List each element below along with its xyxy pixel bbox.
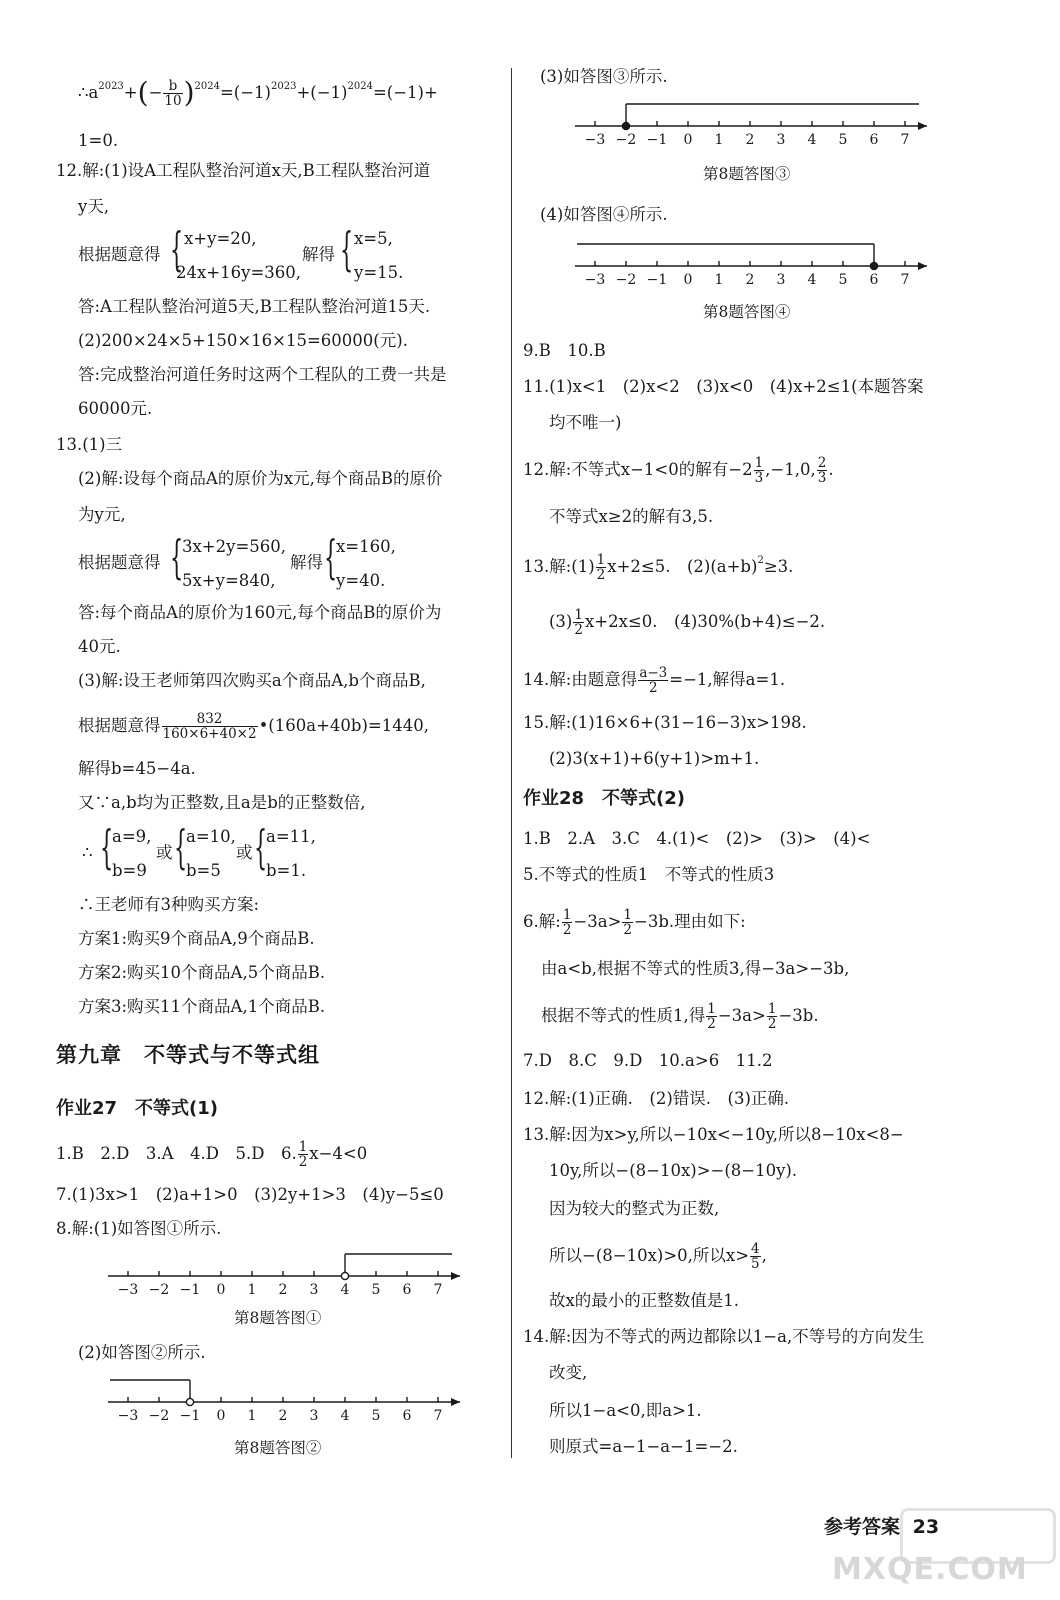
h28-line-14b: 改变, <box>549 1363 588 1382</box>
tick-label: −3 <box>117 1408 139 1424</box>
axis-arrow <box>918 122 927 130</box>
watermark-text: MXQE.COM <box>832 1552 1028 1587</box>
tick-label: −3 <box>584 272 606 288</box>
column-divider <box>511 68 512 1458</box>
q13-part3-c: 又∵a,b均为正整数,且a是b的正整数倍, <box>78 793 366 812</box>
q13-or2: 或 <box>236 843 253 862</box>
q13-sol-brace: { <box>324 530 338 584</box>
q13-case2-b: b=5 <box>186 861 221 880</box>
axis-arrow <box>451 1272 460 1280</box>
tick-label: 6 <box>402 1282 412 1298</box>
q13-case1-b: b=9 <box>112 861 147 880</box>
tick-label: 0 <box>683 272 693 288</box>
q13-part3-eq: 根据题意得 $\frac{832}{160\times 6+40\times 2}$ •(160a+40b)=1440, <box>78 711 429 742</box>
q12-answer: 答:A工程队整治河道5天,B工程队整治河道15天. <box>78 297 431 316</box>
h28-line-13d: 所以−(8−10x)>0,所以x> $\frac{4}{5}$ , <box>549 1241 767 1272</box>
r-part4: (4)如答图④所示. <box>540 205 668 224</box>
tick-label: 2 <box>745 132 755 148</box>
number-line-2 <box>108 1372 468 1436</box>
q13-case3-a: a=11, <box>266 827 316 846</box>
plan-1: 方案1:购买9个商品A,9个商品B. <box>78 929 315 948</box>
h27-line-7: 7.(1)3x>1 (2)a+1>0 (3)2y+1>3 (4)y−5≤0 <box>56 1185 444 1204</box>
q13-line-1: 13.(1)三 <box>56 435 123 454</box>
chapter-heading: 第九章 不等式与不等式组 <box>56 1043 320 1067</box>
tick-label: 2 <box>278 1408 288 1424</box>
q13-sol1: x=160, <box>336 537 396 556</box>
h28-line-6b: 由a<b,根据不等式的性质3,得−3a>−3b, <box>541 959 850 978</box>
tick-label: −2 <box>148 1282 170 1298</box>
plan-3: 方案3:购买11个商品A,1个商品B. <box>78 997 326 1016</box>
tick-label: 0 <box>216 1408 226 1424</box>
tick-label: 0 <box>683 132 693 148</box>
q13-part3-b: 解得b=45−4a. <box>78 759 196 778</box>
tick-label: 6 <box>869 272 879 288</box>
number-line-3-svg <box>575 96 935 156</box>
tick-label: −1 <box>646 132 668 148</box>
tick-label: 7 <box>433 1408 443 1424</box>
r-a13b: (3) $\frac{1}{2}$ x+2x≤0. (4)30%(b+4)≤−2. <box>549 607 826 638</box>
r-part3: (3)如答图③所示. <box>540 67 668 86</box>
h28-line-6c: 根据不等式的性质1,得 $\frac{1}{2}$ −3a> $\frac{1}{2}$ −3b. <box>541 1001 819 1032</box>
tick-label: 7 <box>900 272 910 288</box>
h27-line-8b: (2)如答图②所示. <box>78 1343 206 1362</box>
open-point <box>186 1398 193 1405</box>
q12-system-label: 根据题意得 <box>78 245 161 264</box>
q12-sol-brace: { <box>340 222 354 276</box>
tick-label: 0 <box>216 1282 226 1298</box>
q13-eq2: 5x+y=840, <box>182 571 276 590</box>
q13-brace: { <box>170 530 184 584</box>
tick-label: 3 <box>309 1282 319 1298</box>
r-a11a: 11.(1)x<1 (2)x<2 (3)x<0 (4)x+2≤1(本题答案 <box>523 377 924 396</box>
tick-label: −2 <box>148 1408 170 1424</box>
tick-label: 3 <box>776 272 786 288</box>
homework-27-heading: 作业27 不等式(1) <box>56 1098 219 1119</box>
tick-label: 3 <box>309 1408 319 1424</box>
r-a9: 9.B 10.B <box>523 341 606 360</box>
footer-page-label <box>824 1512 939 1539</box>
footer-label: 参考答案 <box>824 1516 901 1538</box>
tick-label: 1 <box>714 132 724 148</box>
q13-system-label: 根据题意得 <box>78 553 161 572</box>
h28-line-12: 12.解:(1)正确. (2)错误. (3)正确. <box>523 1089 790 1108</box>
tick-label: 5 <box>838 272 848 288</box>
r-a15a: 15.解:(1)16×6+(31−16−3)x>198. <box>523 713 807 732</box>
h28-line-7: 7.D 8.C 9.D 10.a>6 11.2 <box>523 1051 773 1070</box>
tick-label: −3 <box>584 132 606 148</box>
q13-case3-b: b=1. <box>266 861 307 880</box>
q12-solve-label: 解得 <box>302 245 335 264</box>
h27-line-8: 8.解:(1)如答图①所示. <box>56 1219 222 1238</box>
q13-case2-a: a=10, <box>186 827 236 846</box>
closed-point <box>870 262 877 269</box>
h28-line-13b: 10y,所以−(8−10x)>−(8−10y). <box>549 1161 798 1180</box>
h28-line-14c: 所以1−a<0,即a>1. <box>549 1401 702 1420</box>
number-line-1-svg <box>108 1246 468 1306</box>
tick-label: 5 <box>371 1282 381 1298</box>
tick-label: 4 <box>807 272 817 288</box>
tick-label: 7 <box>433 1282 443 1298</box>
homework-28-heading: 作业28 不等式(2) <box>523 788 686 809</box>
q12-brace: { <box>170 222 184 276</box>
q12-sol1: x=5, <box>354 229 393 248</box>
r-a13a: 13.解:(1) $\frac{1}{2}$ x+2≤5. $(2)(a+b)^2\ge 3$. <box>523 552 794 583</box>
tick-label: 7 <box>900 132 910 148</box>
q13-case1-brace: { <box>100 820 114 874</box>
axis-arrow <box>918 262 927 270</box>
q12-part2: (2)200×24×5+150×16×15=60000(元). <box>78 331 408 350</box>
q13-case1-a: a=9, <box>112 827 152 846</box>
tick-label: 3 <box>776 132 786 148</box>
tick-label: 4 <box>340 1408 350 1424</box>
q13-eq1: 3x+2y=560, <box>182 537 287 556</box>
tick-label: 2 <box>745 272 755 288</box>
q12-eq2: 24x+16y=360, <box>176 263 302 282</box>
h28-line-13c: 因为较大的整式为正数, <box>549 1199 720 1218</box>
h28-line-14a: 14.解:因为不等式的两边都除以1−a,不等号的方向发生 <box>523 1327 925 1346</box>
q13-therefore: ∴ <box>82 843 93 862</box>
caption-2: 第8题答图② <box>234 1439 322 1457</box>
caption-1: 第8题答图① <box>234 1309 322 1327</box>
tick-label: 4 <box>807 132 817 148</box>
r-a11b: 均不唯一) <box>549 413 622 432</box>
number-line-3 <box>575 96 935 160</box>
tick-label: −2 <box>615 272 637 288</box>
q13-case3-brace: { <box>254 820 268 874</box>
r-a15b: (2)3(x+1)+6(y+1)>m+1. <box>549 749 760 768</box>
q13-part3: (3)解:设王老师第四次购买a个商品A,b个商品B, <box>78 671 426 690</box>
caption-4: 第8题答图④ <box>703 303 791 321</box>
page-number: 23 <box>912 1516 940 1538</box>
axis-arrow <box>451 1398 460 1406</box>
q12-sol2: y=15. <box>354 263 404 282</box>
q12-line-2: y天, <box>78 197 110 216</box>
q12-eq1: x+y=20, <box>184 229 257 248</box>
h28-line-5: 5.不等式的性质1 不等式的性质3 <box>523 865 775 884</box>
r-a12a: 12.解:不等式x−1<0的解有−2 $\frac{1}{3}$ ,−1,0, $\frac{2}{3}$ . <box>523 455 834 486</box>
caption-3: 第8题答图③ <box>703 165 791 183</box>
tick-label: 1 <box>247 1282 257 1298</box>
h28-line-6: 6.解: $\frac{1}{2}$ −3a> $\frac{1}{2}$ −3b.理由如下: <box>523 907 746 938</box>
tick-label: 1 <box>247 1408 257 1424</box>
tick-label: 5 <box>838 132 848 148</box>
q13-line-2: (2)解:设每个商品A的原价为x元,每个商品B的原价 <box>78 469 443 488</box>
tick-label: 4 <box>340 1282 350 1298</box>
q13-line-3: 为y元, <box>78 505 126 524</box>
tick-label: −1 <box>646 272 668 288</box>
h28-line-14d: 则原式=a−1−a−1=−2. <box>549 1437 738 1456</box>
tick-label: 6 <box>402 1408 412 1424</box>
r-a14: 14.解:由题意得 $\frac{a-3}{2}$ =−1,解得a=1. <box>523 665 786 696</box>
r-a12b: 不等式x≥2的解有3,5. <box>549 507 714 526</box>
q12-answer2b: 60000元. <box>78 399 153 418</box>
number-line-1 <box>108 1246 468 1310</box>
number-line-4-svg <box>575 236 935 296</box>
q13-solve-label: 解得 <box>290 553 323 572</box>
h28-line-13a: 13.解:因为x>y,所以−10x<−10y,所以8−10x<8− <box>523 1125 904 1144</box>
eq-line-2: 1=0. <box>78 131 119 150</box>
open-point <box>341 1272 348 1279</box>
h27-line-1: 1.B 2.D 3.A 4.D 5.D 6. $\frac{1}{2}$ x−4<0 <box>56 1139 368 1170</box>
plan-2: 方案2:购买10个商品A,5个商品B. <box>78 963 326 982</box>
q13-sol2: y=40. <box>336 571 386 590</box>
q13-answer-b: 40元. <box>78 637 121 656</box>
h28-line-1: 1.B 2.A 3.C 4.(1)< (2)> (3)> (4)< <box>523 829 871 848</box>
q12-line-1: 12.解:(1)设A工程队整治河道x天,B工程队整治河道 <box>56 161 431 180</box>
tick-label: −2 <box>615 132 637 148</box>
number-line-4 <box>575 236 935 300</box>
q13-case2-brace: { <box>174 820 188 874</box>
tick-label: 6 <box>869 132 879 148</box>
eq-line-1: $\therefore a^{2023}+(-$ $\frac{b}{10}$ )$^{2024}=(-1)^{2023}+(-1)^{2024}=(-1)+$ <box>78 76 438 109</box>
q13-plans: ∴王老师有3种购买方案: <box>78 895 260 914</box>
q13-or1: 或 <box>156 843 173 862</box>
tick-label: −3 <box>117 1282 139 1298</box>
number-line-2-svg <box>108 1372 468 1432</box>
h28-line-13e: 故x的最小的正整数值是1. <box>549 1291 740 1310</box>
tick-label: 1 <box>714 272 724 288</box>
tick-label: −1 <box>179 1408 201 1424</box>
tick-label: 2 <box>278 1282 288 1298</box>
q13-answer-a: 答:每个商品A的原价为160元,每个商品B的原价为 <box>78 603 442 622</box>
tick-label: 5 <box>371 1408 381 1424</box>
tick-label: −1 <box>179 1282 201 1298</box>
q12-answer2a: 答:完成整治河道任务时这两个工程队的工费一共是 <box>78 365 447 384</box>
closed-point <box>622 122 629 129</box>
